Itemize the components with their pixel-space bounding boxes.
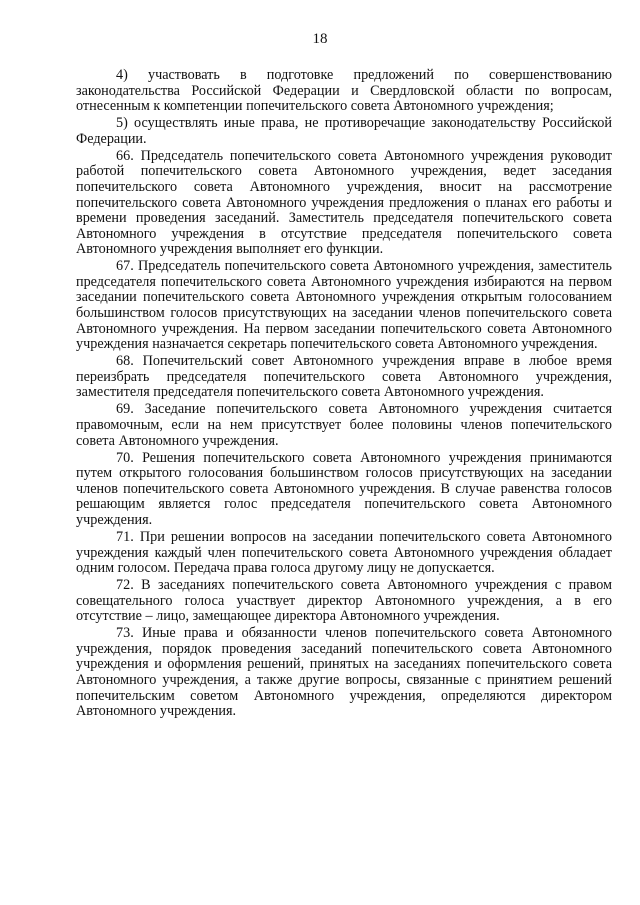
paragraph-71: 71. При решении вопросов на заседании попечительского совета Автономного учреждения каждый член попечительского совета Автономного учреждения обладает одним голосом. Передача права голоса другому лицу не допускается. — [76, 528, 612, 577]
paragraph-68: 68. Попечительский совет Автономного учреждения вправе в любое время переизбрать председателя попечительского совета Автономного учреждения, заместителя председателя попечительского совета Автономного учреждения. — [76, 353, 612, 401]
paragraph-73: 73. Иные права и обязанности членов попечительского совета Автономного учреждения, порядок проведения заседаний попечительского совета Автономного учреждения и оформления решений, принятых на заседаниях попечительского совета Автономного учреждения, а также другие вопросы, связанные с принятием решений попечительским советом Автономного учреждения, определяются директором Автономного учреждения. — [76, 625, 612, 720]
paragraph-66: 66. Председатель попечительского совета Автономного учреждения руководит работой попечительского совета Автономного учреждения, ведет заседания попечительского совета Автономного учреждения, вносит на рассмотрение попечительского совета Автономного учреждения предложения о планах его работы и времени проведения заседаний. Заместитель председателя попечительского совета Автономного учреждения в отсутствие председателя попечительского совета Автономного учреждения выполняет его функции. — [76, 147, 612, 258]
paragraph-67: 67. Председатель попечительского совета Автономного учреждения, заместитель председателя попечительского совета Автономного учреждения избираются на первом заседании попечительского совета Автономного учреждения открытым голосованием большинством голосов присутствующих на заседании членов попечительского совета Автономного учреждения. На первом заседании попечительского совета Автономного учреждения назначается секретарь попечительского совета Автономного учреждения. — [76, 258, 612, 353]
paragraph-item-4: 4) участвовать в подготовке предложений по совершенствованию законодательства Российской Федерации и Свердловской области по вопросам, отнесенным к компетенции попечительского совета Автономного учреждения; — [76, 67, 612, 115]
paragraph-72: 72. В заседаниях попечительского совета Автономного учреждения с правом совещательного голоса участвует директор Автономного учреждения, а в его отсутствие – лицо, замещающее директора Автономного учреждения. — [76, 577, 612, 625]
paragraph-item-5: 5) осуществлять иные права, не противоречащие законодательству Российской Федерации. — [76, 115, 612, 147]
paragraph-69: 69. Заседание попечительского совета Автономного учреждения считается правомочным, если на нем присутствует более половины членов попечительского совета Автономного учреждения. — [76, 401, 612, 449]
body-text — [76, 68, 612, 721]
page-number: 18 — [312, 31, 328, 47]
paragraph-70: 70. Решения попечительского совета Автономного учреждения принимаются путем открытого голосования большинством голосов присутствующих на заседании членов попечительского совета Автономного учреждения. В случае равенства голосов решающим является голос председателя попечительского совета Автономного учреждения. — [76, 449, 612, 528]
